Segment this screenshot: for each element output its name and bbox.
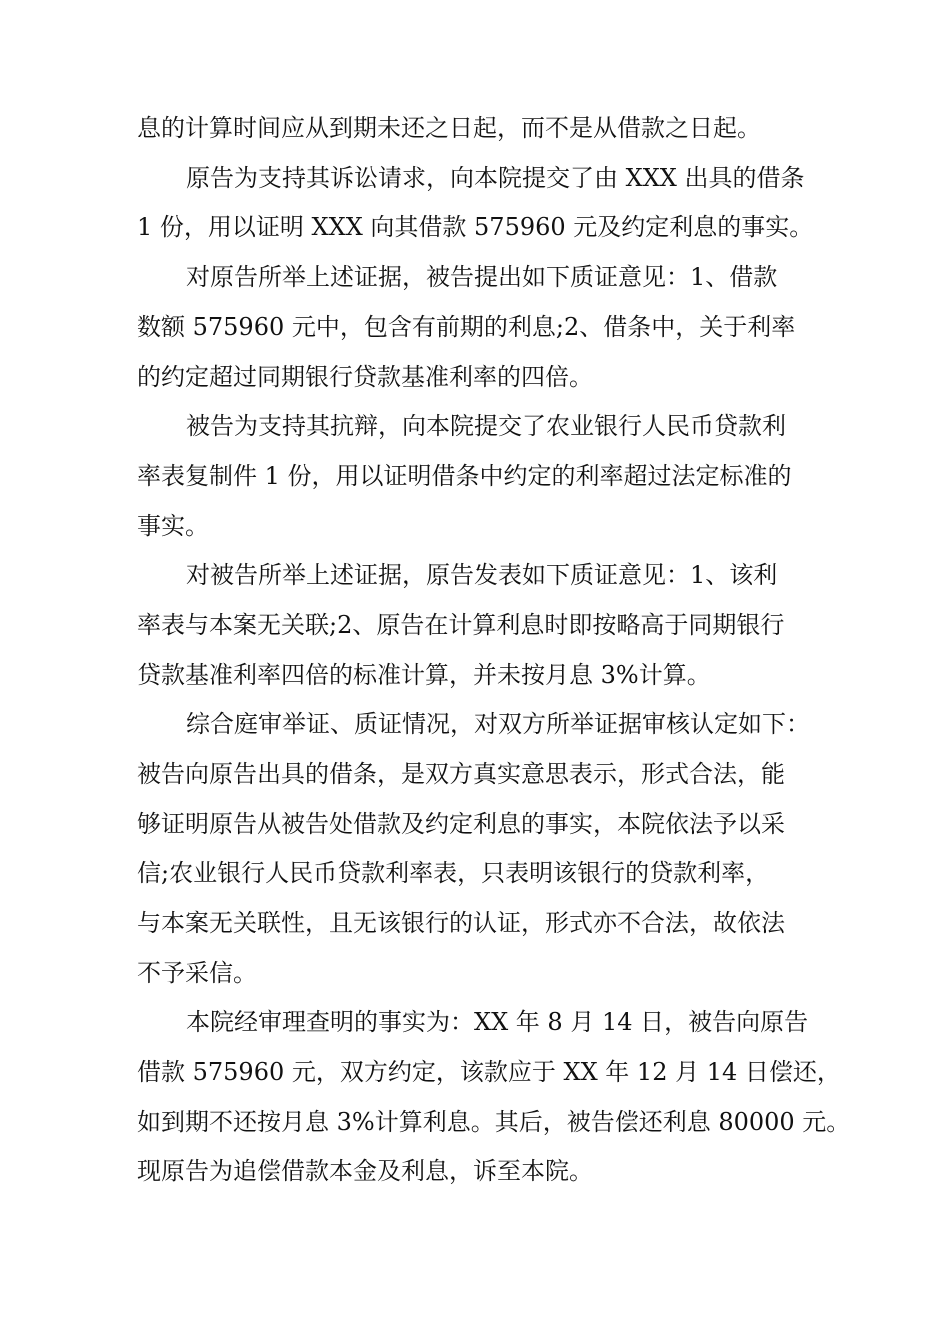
paragraph-6-line-6: 不予采信。 <box>137 959 257 987</box>
paragraph-4-line-3: 事实。 <box>137 512 209 540</box>
paragraph-7-line-2: 借款 575960 元，双方约定，该款应于 XX 年 12 月 14 日偿还， <box>137 1058 841 1086</box>
paragraph-3-line-3: 的约定超过同期银行贷款基准利率的四倍。 <box>137 363 593 391</box>
paragraph-7-line-3: 如到期不还按月息 3%计算利息。其后，被告偿还利息 80000 元。 <box>137 1108 851 1136</box>
paragraph-7-line-1: 本院经审理查明的事实为：XX 年 8 月 14 日，被告向原告 <box>186 1008 809 1036</box>
paragraph-6-line-5: 与本案无关联性，且无该银行的认证，形式亦不合法，故依法 <box>137 909 785 937</box>
paragraph-6-line-4: 信;农业银行人民币贷款利率表，只表明该银行的贷款利率， <box>137 859 770 887</box>
paragraph-3-line-2: 数额 575960 元中，包含有前期的利息;2、借条中，关于利率 <box>137 313 796 341</box>
text-line-1: 息的计算时间应从到期未还之日起，而不是从借款之日起。 <box>137 114 761 142</box>
paragraph-7-line-4: 现原告为追偿借款本金及利息，诉至本院。 <box>137 1157 593 1185</box>
paragraph-3-line-1: 对原告所举上述证据，被告提出如下质证意见：1、借款 <box>186 263 778 291</box>
paragraph-5-line-2: 率表与本案无关联;2、原告在计算利息时即按略高于同期银行 <box>137 611 785 639</box>
paragraph-6-line-3: 够证明原告从被告处借款及约定利息的事实，本院依法予以采 <box>137 810 785 838</box>
paragraph-2-line-2: 1 份，用以证明 XXX 向其借款 575960 元及约定利息的事实。 <box>137 213 814 241</box>
paragraph-4-line-2: 率表复制件 1 份，用以证明借条中约定的利率超过法定标准的 <box>137 462 792 490</box>
paragraph-5-line-3: 贷款基准利率四倍的标准计算，并未按月息 3%计算。 <box>137 661 711 689</box>
paragraph-6-line-2: 被告向原告出具的借条，是双方真实意思表示，形式合法，能 <box>137 760 785 788</box>
paragraph-5-line-1: 对被告所举上述证据，原告发表如下质证意见：1、该利 <box>186 561 778 589</box>
paragraph-4-line-1: 被告为支持其抗辩，向本院提交了农业银行人民币贷款利 <box>186 412 786 440</box>
paragraph-6-line-1: 综合庭审举证、质证情况，对双方所举证据审核认定如下： <box>186 710 810 738</box>
paragraph-2-line-1: 原告为支持其诉讼请求，向本院提交了由 XXX 出具的借条 <box>186 164 805 192</box>
